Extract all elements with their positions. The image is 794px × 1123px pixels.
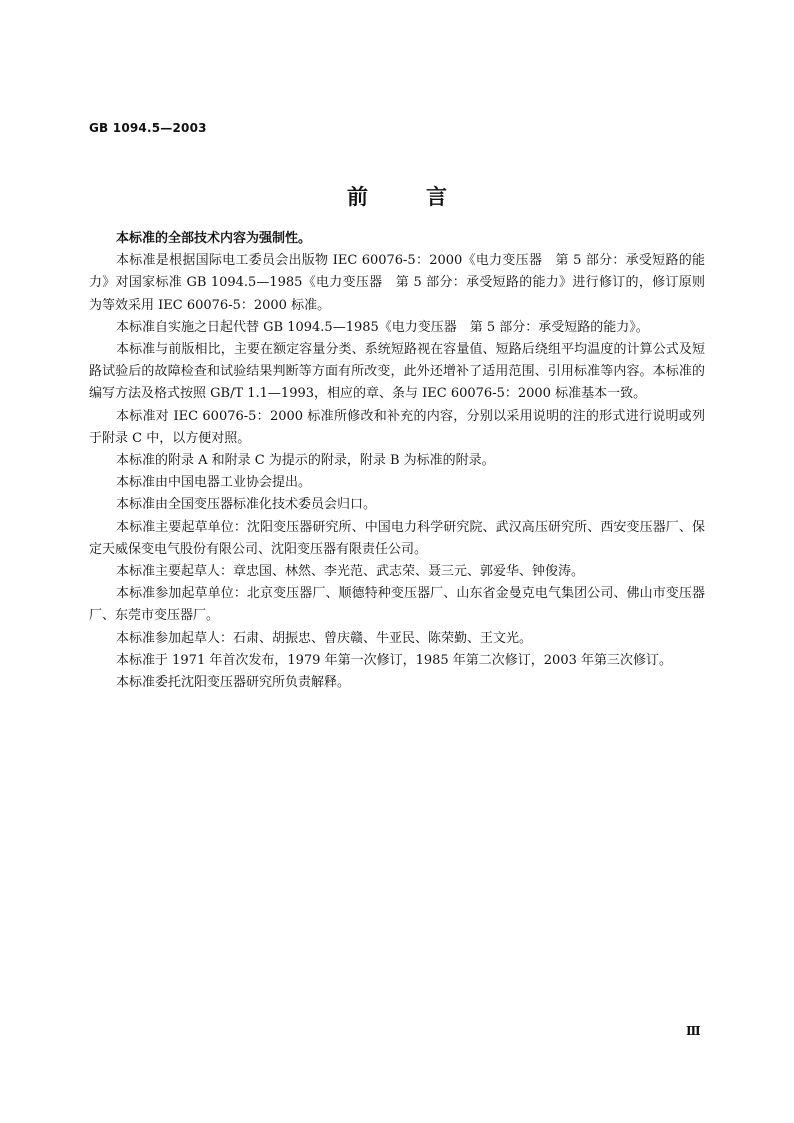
paragraph-modifications: 本标准对 IEC 60076-5：2000 标准所修改和补充的内容，分别以采用说明的注的形式进行说明或列于附录 C 中，以方便对照。 xyxy=(89,408,705,446)
paragraph-drafters: 本标准主要起草人：章忠国、林然、李光范、武志荣、聂三元、郭爱华、钟俊涛。 xyxy=(116,564,585,580)
page-number: Ⅲ xyxy=(686,1024,701,1038)
paragraph-history: 本标准于 1971 年首次发布，1979 年第一次修订，1985 年第二次修订，2003 年第三次修订。 xyxy=(116,652,672,668)
page-title-char-1: 前 xyxy=(347,185,368,209)
page-title-char-2: 言 xyxy=(426,185,447,209)
paragraph-basis: 本标准是根据国际电工委员会出版物 IEC 60076-5：2000《电力变压器 第 5 部分：承受短路的能力》对国家标准 GB 1094.5—1985《电力变压器 第 5 部分：承受短路的能力》进行修订的，修订原则为等效采用 IEC 60076-5：2000 标准。 xyxy=(89,253,705,313)
paragraph-participating-units: 本标准参加起草单位：北京变压器厂、顺德特种变压器厂、山东省金曼克电气集团公司、佛山市变压器厂、东莞市变压器厂。 xyxy=(89,586,705,624)
paragraph-replacement: 本标准自实施之日起代替 GB 1094.5—1985《电力变压器 第 5 部分：承受短路的能力》。 xyxy=(116,319,649,335)
paragraph-committee: 本标准由全国变压器标准化技术委员会归口。 xyxy=(116,497,377,513)
paragraph-annexes: 本标准的附录 A 和附录 C 为提示的附录，附录 B 为标准的附录。 xyxy=(116,453,495,469)
mandatory-statement: 本标准的全部技术内容为强制性。 xyxy=(116,231,312,246)
paragraph-interpretation: 本标准委托沈阳变压器研究所负责解释。 xyxy=(116,675,351,691)
paragraph-participating-drafters: 本标准参加起草人：石肃、胡振忠、曾庆赣、牛亚民、陈荣勤、王文光。 xyxy=(116,630,533,646)
page-title xyxy=(0,181,794,211)
paragraph-drafting-units: 本标准主要起草单位：沈阳变压器研究所、中国电力科学研究院、武汉高压研究所、西安变压器厂、保定天威保变电气股份有限公司、沈阳变压器有限责任公司。 xyxy=(89,519,705,557)
foreword-body xyxy=(89,228,705,694)
paragraph-changes: 本标准与前版相比，主要在额定容量分类、系统短路视在容量值、短路后绕组平均温度的计算公式及短路试验后的故障检查和试验结果判断等方面有所改变，此外还增补了适用范围、引用标准等内容。本标准的编写方法及格式按照 GB/T 1.1—1993，相应的章、条与 IEC 60076-5：2000 标准基本一致。 xyxy=(89,342,705,402)
paragraph-proposer: 本标准由中国电器工业协会提出。 xyxy=(116,475,312,491)
standard-number-header: GB 1094.5—2003 xyxy=(89,121,207,135)
